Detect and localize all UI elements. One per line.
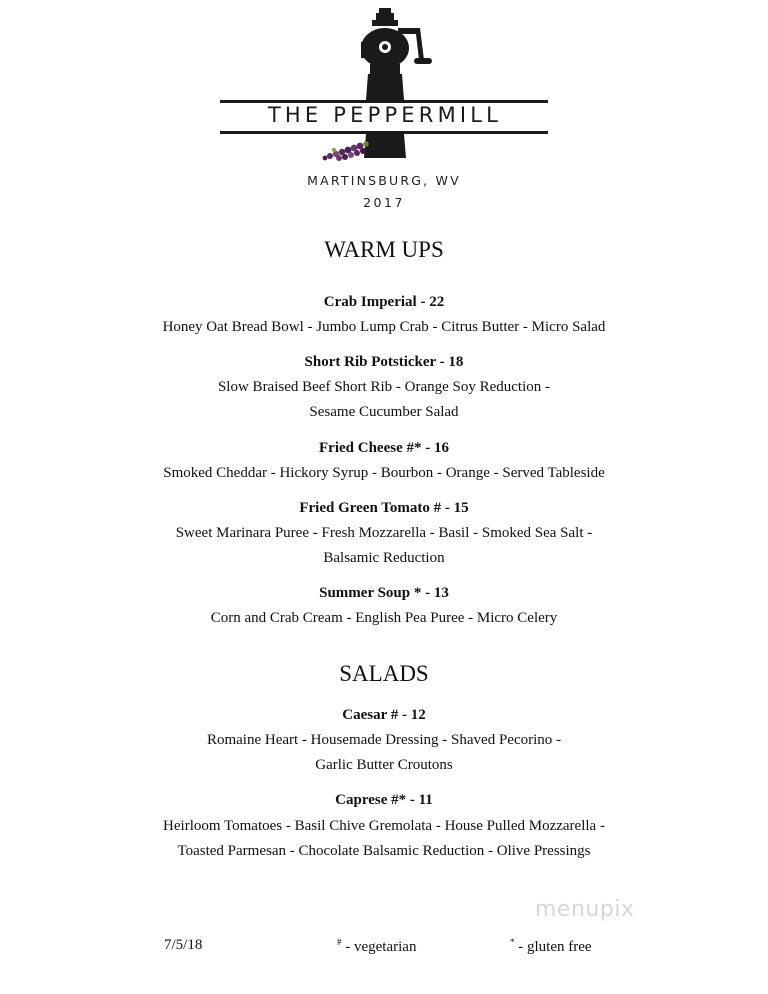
section-title-salads: SALADS — [339, 661, 429, 686]
watermark: menupix — [535, 897, 635, 922]
menu-item-name: Caesar # - 12 — [342, 707, 426, 723]
menu-item-desc: Heirloom Tomatoes - Basil Chive Gremolata - House Pulled Mozzarella - — [163, 818, 605, 834]
menu-item-desc: Corn and Crab Cream - English Pea Puree - Micro Celery — [210, 610, 558, 626]
menu-item-name: Summer Soup * - 13 — [319, 585, 449, 601]
vegetarian-label: - vegetarian — [341, 939, 417, 955]
section-title-warm-ups: WARM UPS — [324, 237, 444, 262]
gluten-free-legend — [510, 937, 592, 956]
menu-item-desc: Toasted Parmesan - Chocolate Balsamic Reduction - Olive Pressings — [177, 843, 591, 859]
menu-item-desc: Sweet Marinara Puree - Fresh Mozzarella - Basil - Smoked Sea Salt - — [175, 525, 593, 541]
menu-date: 7/5/18 — [164, 937, 203, 953]
vegetarian-symbol: # — [337, 937, 342, 947]
menu-item-name: Short Rib Potsticker - 18 — [304, 354, 464, 370]
menu-item-name: Crab Imperial - 22 — [323, 294, 445, 310]
menu-item-desc: Romaine Heart - Housemade Dressing - Shaved Pecorino - — [206, 732, 562, 748]
brand-name: THE PEPPERMILL — [267, 103, 503, 127]
menu-item-desc: Sesame Cucumber Salad — [309, 404, 459, 420]
menu-item-name: Caprese #* - 11 — [335, 792, 433, 808]
vegetarian-legend — [337, 937, 416, 956]
year: 2017 — [363, 195, 405, 210]
location: MARTINSBURG, WV — [307, 173, 461, 188]
menu-item-name: Fried Green Tomato # - 15 — [299, 500, 469, 516]
gluten-free-label: - gluten free — [514, 939, 592, 955]
menu-item-desc: Balsamic Reduction — [323, 550, 445, 566]
menu-item-desc: Garlic Butter Croutons — [315, 757, 453, 773]
menu-item-desc: Slow Braised Beef Short Rib - Orange Soy Reduction - — [217, 379, 551, 395]
gluten-free-symbol: * — [510, 937, 515, 947]
menu-item-desc: Smoked Cheddar - Hickory Syrup - Bourbon - Orange - Served Tableside — [163, 465, 605, 481]
menu-item-name: Fried Cheese #* - 16 — [319, 440, 449, 456]
menu-item-desc: Honey Oat Bread Bowl - Jumbo Lump Crab - Citrus Butter - Micro Salad — [162, 319, 606, 335]
